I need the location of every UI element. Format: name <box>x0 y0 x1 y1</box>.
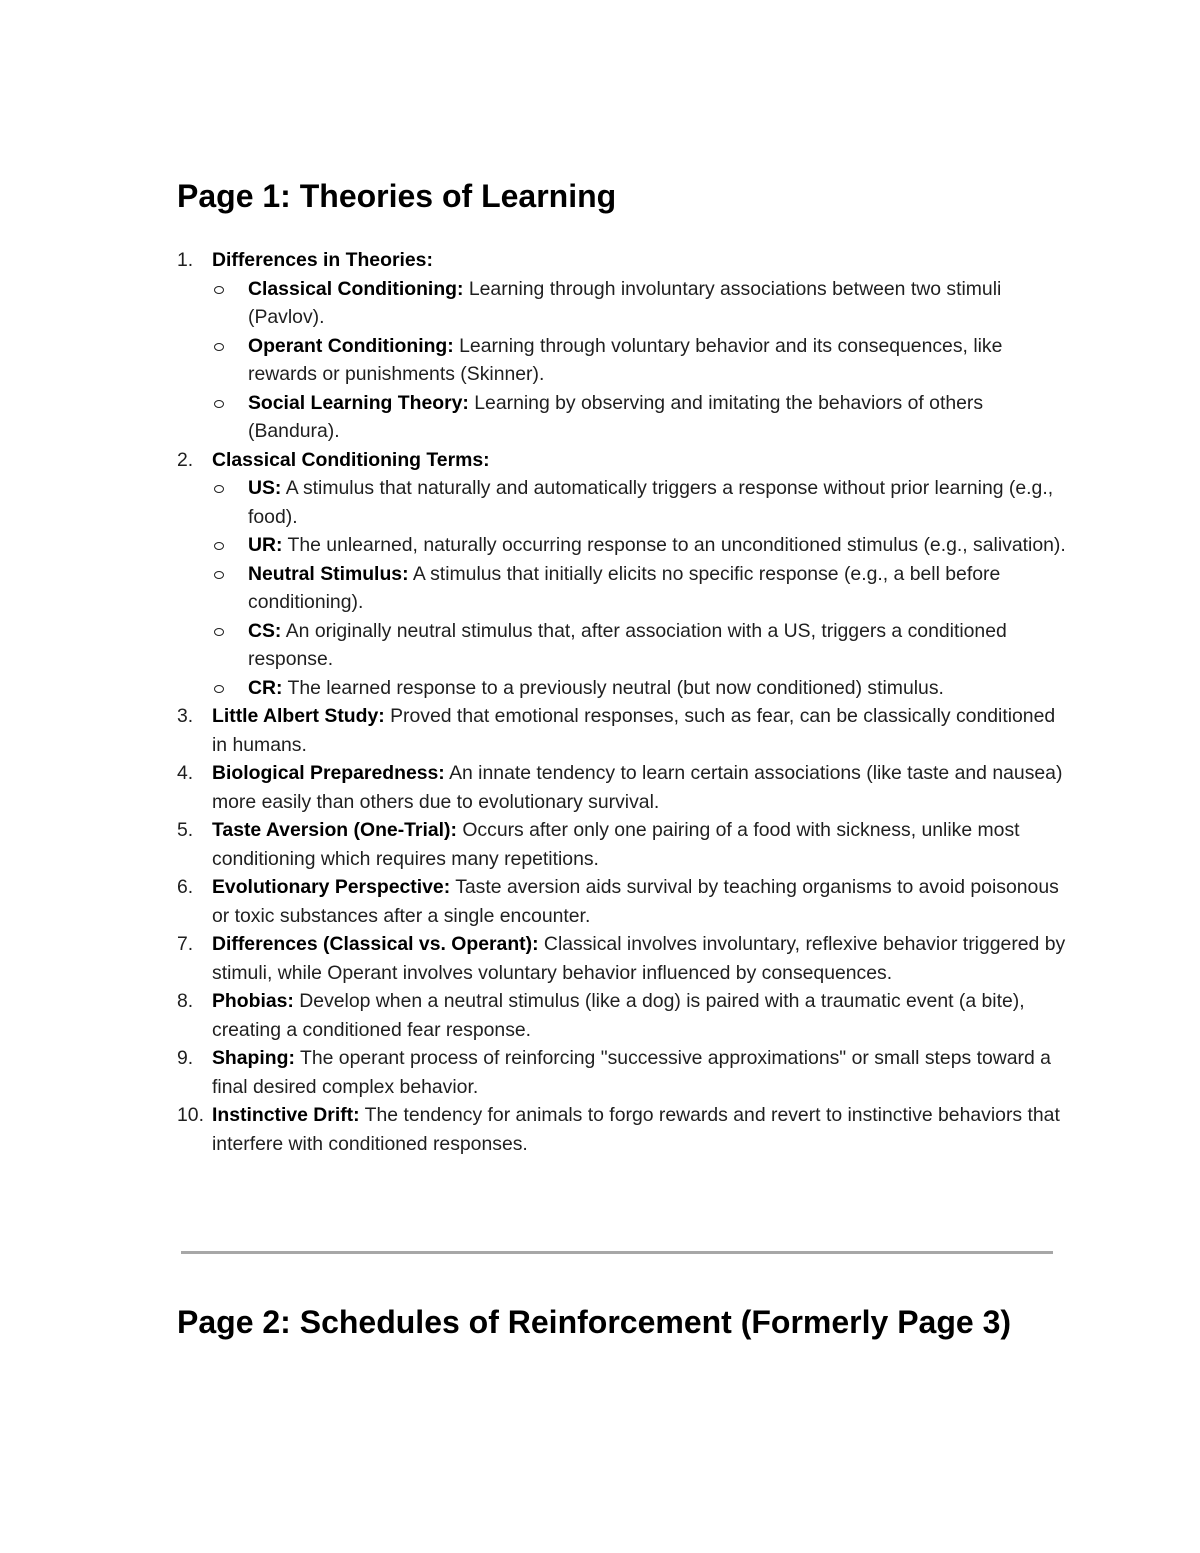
sublist-item-term: US: <box>248 477 282 499</box>
list-item-instinctive-drift <box>177 1101 1067 1158</box>
list-item-shaping <box>177 1044 1067 1101</box>
list-item-text: Classical involves involuntary, reflexive behavior triggered by stimuli, while Operant involves voluntary behavior influenced by consequences. <box>212 933 1066 984</box>
list-item-text: Occurs after only one pairing of a food with sickness, unlike most conditioning which requires many repetitions. <box>212 819 1020 870</box>
list-item-term: Classical Conditioning Terms: <box>212 448 490 471</box>
list-item-phobias <box>177 987 1067 1044</box>
list-item-classical-conditioning-terms <box>177 446 1067 703</box>
sublist-item-term: Operant Conditioning: <box>248 334 454 357</box>
list-item-little-albert-study <box>177 702 1067 759</box>
list-item-evolutionary-perspective <box>177 873 1067 930</box>
page-2-title: Page 2: Schedules of Reinforcement (Formerly Page 3) <box>177 1304 1012 1340</box>
hollow-bullet-icon <box>214 542 224 550</box>
list-number: 3. <box>177 705 194 727</box>
hollow-bullet-icon <box>214 485 224 493</box>
list-number: 2. <box>177 448 194 471</box>
list-item-term: Differences (Classical vs. Operant): <box>212 933 539 955</box>
sublist-item-social-learning-theory <box>177 389 1067 446</box>
theories-list <box>177 246 1067 1158</box>
terms-sublist <box>212 474 1067 702</box>
list-item-biological-preparedness <box>177 759 1067 816</box>
sublist-item-text: Learning through involuntary associations between two stimuli (Pavlov). <box>248 277 1002 328</box>
sublist-item-us <box>177 474 1067 531</box>
sublist-item-term: CS: <box>248 619 282 642</box>
list-item-text: The operant process of reinforcing "successive approximations" or small steps toward a final desired complex behavior. <box>212 1047 1051 1098</box>
sublist-item-text: The learned response to a previously neutral (but now conditioned) stimulus. <box>282 676 944 699</box>
horizontal-divider <box>181 1251 1053 1254</box>
hollow-bullet-icon <box>214 628 224 636</box>
list-number: 1. <box>177 249 194 271</box>
sublist-item-text: Learning through voluntary behavior and its consequences, like rewards or punishments (Skinner). <box>248 334 1003 385</box>
list-item-term: Instinctive Drift: <box>212 1104 360 1126</box>
hollow-bullet-icon <box>214 685 224 693</box>
list-number: 4. <box>177 762 194 784</box>
list-item-term: Little Albert Study: <box>212 705 385 727</box>
list-item-term: Shaping: <box>212 1047 295 1069</box>
theories-sublist <box>212 275 1067 446</box>
list-item-taste-aversion <box>177 816 1067 873</box>
sublist-item-term: Classical Conditioning: <box>248 277 464 300</box>
sublist-item-ur <box>177 531 1067 560</box>
list-item-term: Phobias: <box>212 990 294 1012</box>
sublist-item-text: Learning by observing and imitating the behaviors of others (Bandura). <box>248 391 984 442</box>
list-item-text: An innate tendency to learn certain associations (like taste and nausea) more easily than others due to evolutionary survival. <box>212 762 1063 813</box>
sublist-item-term: CR: <box>248 676 283 699</box>
sublist-item-classical-conditioning <box>177 275 1067 332</box>
list-item-text: Proved that emotional responses, such as fear, can be classically conditioned in humans. <box>212 705 1056 756</box>
hollow-bullet-icon <box>214 571 224 579</box>
sublist-item-term: UR: <box>248 534 283 556</box>
list-item-text: The tendency for animals to forgo rewards and revert to instinctive behaviors that interfere with conditioned responses. <box>212 1104 1060 1155</box>
sublist-item-neutral-stimulus <box>177 560 1067 617</box>
list-item-term: Biological Preparedness: <box>212 762 445 784</box>
list-item-term: Taste Aversion (One-Trial): <box>212 819 457 841</box>
sublist-item-operant-conditioning <box>177 332 1067 389</box>
sublist-item-text: The unlearned, naturally occurring response to an unconditioned stimulus (e.g., salivation). <box>282 534 1066 556</box>
sublist-item-term: Social Learning Theory: <box>248 391 469 414</box>
hollow-bullet-icon <box>214 400 224 408</box>
list-item-text: Taste aversion aids survival by teaching organisms to avoid poisonous or toxic substances after a single encounter. <box>212 876 1059 927</box>
hollow-bullet-icon <box>214 343 224 351</box>
page-2-section <box>177 1302 1127 1342</box>
list-number: 9. <box>177 1047 194 1069</box>
sublist-item-text: A stimulus that naturally and automatically triggers a response without prior learning (e.g., food). <box>248 477 1054 528</box>
hollow-bullet-icon <box>214 286 224 294</box>
list-item-term: Evolutionary Perspective: <box>212 876 451 898</box>
sublist-item-text: An originally neutral stimulus that, after association with a US, triggers a conditioned response. <box>248 619 1007 670</box>
list-item-text: Develop when a neutral stimulus (like a dog) is paired with a traumatic event (a bite), creating a conditioned fear response. <box>212 990 1025 1041</box>
list-item-differences-classical-vs-operant <box>177 930 1067 987</box>
sublist-item-term: Neutral Stimulus: <box>248 562 409 585</box>
page-1-section <box>177 176 1067 1158</box>
list-number: 10. <box>177 1104 204 1126</box>
list-number: 7. <box>177 933 194 955</box>
sublist-item-cs <box>177 617 1067 674</box>
list-number: 5. <box>177 819 194 841</box>
page-1-title: Page 1: Theories of Learning <box>177 178 617 214</box>
sublist-item-text: A stimulus that initially elicits no specific response (e.g., a bell before conditioning). <box>248 562 1001 613</box>
list-number: 6. <box>177 876 194 898</box>
sublist-item-cr <box>177 674 1067 703</box>
list-number: 8. <box>177 990 194 1012</box>
list-item-term: Differences in Theories: <box>212 249 433 271</box>
list-item-differences-in-theories <box>177 246 1067 446</box>
